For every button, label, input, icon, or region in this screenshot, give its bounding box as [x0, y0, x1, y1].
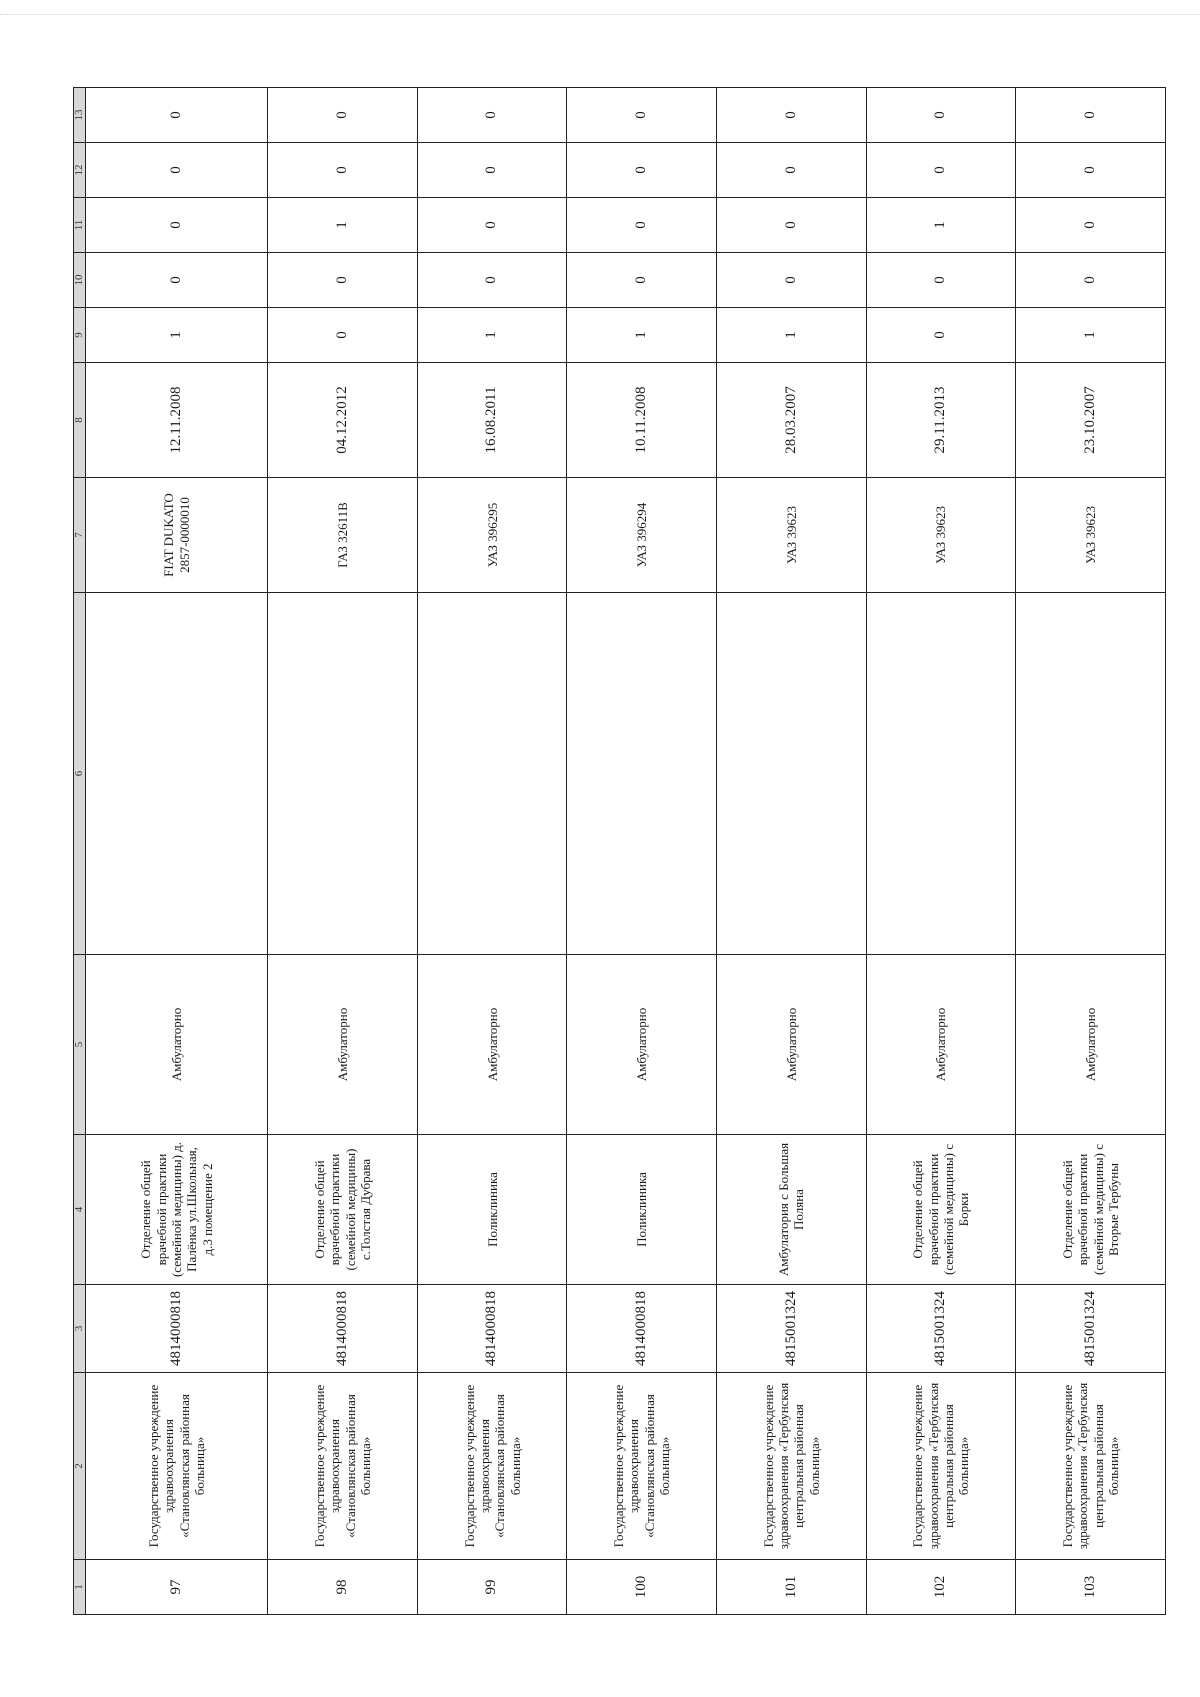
col13-value-cell: 0 — [268, 88, 418, 143]
organization-cell: Государственное учреждение здравоохранения «Становлянская районная больница» — [268, 1373, 418, 1560]
column-number: 1 — [74, 1560, 86, 1615]
row-number-cell: 97 — [86, 1560, 268, 1615]
col10-value-cell: 0 — [417, 253, 567, 308]
page-top-border — [0, 14, 1200, 15]
col11-value-cell: 1 — [268, 198, 418, 253]
col10-value-cell: 0 — [567, 253, 717, 308]
department-cell: Отделение общей врачебной практики (семейной медицины) с Борки — [866, 1135, 1016, 1285]
date-cell: 28.03.2007 — [717, 363, 867, 478]
col9-value-cell: 1 — [86, 308, 268, 363]
care-mode-cell: Амбулаторно — [1016, 955, 1166, 1135]
column-number: 5 — [74, 955, 86, 1135]
column-number: 6 — [74, 593, 86, 955]
organization-cell: Государственное учреждение здравоохранения «Тербунская центральная районная больница» — [717, 1373, 867, 1560]
rotated-table-wrapper — [73, 88, 1166, 1615]
care-mode-cell: Амбулаторно — [417, 955, 567, 1135]
care-mode-cell: Амбулаторно — [86, 955, 268, 1135]
column-number: 13 — [74, 88, 86, 143]
vehicle-purpose-cell — [1016, 593, 1166, 955]
col13-value-cell: 0 — [417, 88, 567, 143]
column-number: 10 — [74, 253, 86, 308]
table-row — [717, 88, 867, 1615]
column-number: 12 — [74, 143, 86, 198]
column-number: 8 — [74, 363, 86, 478]
date-cell: 04.12.2012 — [268, 363, 418, 478]
col11-value-cell: 0 — [567, 198, 717, 253]
column-number: 11 — [74, 198, 86, 253]
care-mode-cell: Амбулаторно — [717, 955, 867, 1135]
department-cell: Поликлиника — [567, 1135, 717, 1285]
inn-cell: 4814000818 — [268, 1285, 418, 1373]
table-row — [417, 88, 567, 1615]
vehicle-model-cell: УАЗ 396295 — [417, 478, 567, 593]
column-number-row — [74, 88, 86, 1615]
col12-value-cell: 0 — [567, 143, 717, 198]
row-number-cell: 98 — [268, 1560, 418, 1615]
row-number-cell: 102 — [866, 1560, 1016, 1615]
organization-cell: Государственное учреждение здравоохранения «Становлянская районная больница» — [417, 1373, 567, 1560]
organization-cell: Государственное учреждение здравоохранения «Тербунская центральная районная больница» — [1016, 1373, 1166, 1560]
col12-value-cell: 0 — [866, 143, 1016, 198]
date-cell: 23.10.2007 — [1016, 363, 1166, 478]
organization-cell: Государственное учреждение здравоохранения «Становлянская районная больница» — [567, 1373, 717, 1560]
table-row — [86, 88, 268, 1615]
row-number-cell: 101 — [717, 1560, 867, 1615]
row-number-cell: 99 — [417, 1560, 567, 1615]
col9-value-cell: 1 — [1016, 308, 1166, 363]
col10-value-cell: 0 — [717, 253, 867, 308]
vehicle-model-cell: УАЗ 396294 — [567, 478, 717, 593]
inn-cell: 4815001324 — [717, 1285, 867, 1373]
vehicle-purpose-cell — [268, 593, 418, 955]
table-row — [567, 88, 717, 1615]
col11-value-cell: 0 — [717, 198, 867, 253]
care-mode-cell: Амбулаторно — [268, 955, 418, 1135]
date-cell: 10.11.2008 — [567, 363, 717, 478]
vehicle-model-cell: УАЗ 39623 — [717, 478, 867, 593]
col11-value-cell: 0 — [1016, 198, 1166, 253]
inn-cell: 4814000818 — [567, 1285, 717, 1373]
department-cell: Амбулатория с Большая Поляна — [717, 1135, 867, 1285]
organization-cell: Государственное учреждение здравоохранения «Становлянская районная больница» — [86, 1373, 268, 1560]
vehicle-purpose-cell — [86, 593, 268, 955]
vehicle-model-cell: ГАЗ 32611В — [268, 478, 418, 593]
department-cell: Отделение общей врачебной практики (семейной медицины) д. Палёнка ул.Школьная, д.3 помещение 2 — [86, 1135, 268, 1285]
care-mode-cell: Амбулаторно — [866, 955, 1016, 1135]
col9-value-cell: 0 — [866, 308, 1016, 363]
vehicle-purpose-cell — [717, 593, 867, 955]
column-number: 9 — [74, 308, 86, 363]
inn-cell: 4814000818 — [86, 1285, 268, 1373]
col12-value-cell: 0 — [417, 143, 567, 198]
col9-value-cell: 1 — [567, 308, 717, 363]
col12-value-cell: 0 — [717, 143, 867, 198]
column-number: 3 — [74, 1285, 86, 1373]
department-cell: Поликлиника — [417, 1135, 567, 1285]
care-mode-cell: Амбулаторно — [567, 955, 717, 1135]
department-cell: Отделение общей врачебной практики (семейной медицины) с.Толстая Дубрава — [268, 1135, 418, 1285]
column-number: 2 — [74, 1373, 86, 1560]
col13-value-cell: 0 — [1016, 88, 1166, 143]
vehicle-table — [73, 87, 1166, 1615]
col11-value-cell: 1 — [866, 198, 1016, 253]
table-row — [1016, 88, 1166, 1615]
vehicle-model-cell: УАЗ 39623 — [866, 478, 1016, 593]
date-cell: 12.11.2008 — [86, 363, 268, 478]
inn-cell: 4815001324 — [866, 1285, 1016, 1373]
date-cell: 29.11.2013 — [866, 363, 1016, 478]
col9-value-cell: 1 — [717, 308, 867, 363]
inn-cell: 4815001324 — [1016, 1285, 1166, 1373]
vehicle-model-cell: УАЗ 39623 — [1016, 478, 1166, 593]
col9-value-cell: 1 — [417, 308, 567, 363]
row-number-cell: 103 — [1016, 1560, 1166, 1615]
col10-value-cell: 0 — [268, 253, 418, 308]
department-cell: Отделение общей врачебной практики (семейной медицины) с Вторые Тербуны — [1016, 1135, 1166, 1285]
col11-value-cell: 0 — [86, 198, 268, 253]
col13-value-cell: 0 — [567, 88, 717, 143]
col10-value-cell: 0 — [866, 253, 1016, 308]
col12-value-cell: 0 — [86, 143, 268, 198]
col11-value-cell: 0 — [417, 198, 567, 253]
inn-cell: 4814000818 — [417, 1285, 567, 1373]
table-row — [866, 88, 1016, 1615]
col13-value-cell: 0 — [866, 88, 1016, 143]
col13-value-cell: 0 — [717, 88, 867, 143]
vehicle-purpose-cell — [417, 593, 567, 955]
column-number: 4 — [74, 1135, 86, 1285]
vehicle-purpose-cell — [567, 593, 717, 955]
vehicle-model-cell: FIAT DUKATO 2857-0000010 — [86, 478, 268, 593]
date-cell: 16.08.2011 — [417, 363, 567, 478]
table-row — [268, 88, 418, 1615]
col10-value-cell: 0 — [1016, 253, 1166, 308]
vehicle-purpose-cell — [866, 593, 1016, 955]
col13-value-cell: 0 — [86, 88, 268, 143]
col10-value-cell: 0 — [86, 253, 268, 308]
row-number-cell: 100 — [567, 1560, 717, 1615]
col12-value-cell: 0 — [1016, 143, 1166, 198]
col9-value-cell: 0 — [268, 308, 418, 363]
organization-cell: Государственное учреждение здравоохранения «Тербунская центральная районная больница» — [866, 1373, 1016, 1560]
column-number: 7 — [74, 478, 86, 593]
col12-value-cell: 0 — [268, 143, 418, 198]
